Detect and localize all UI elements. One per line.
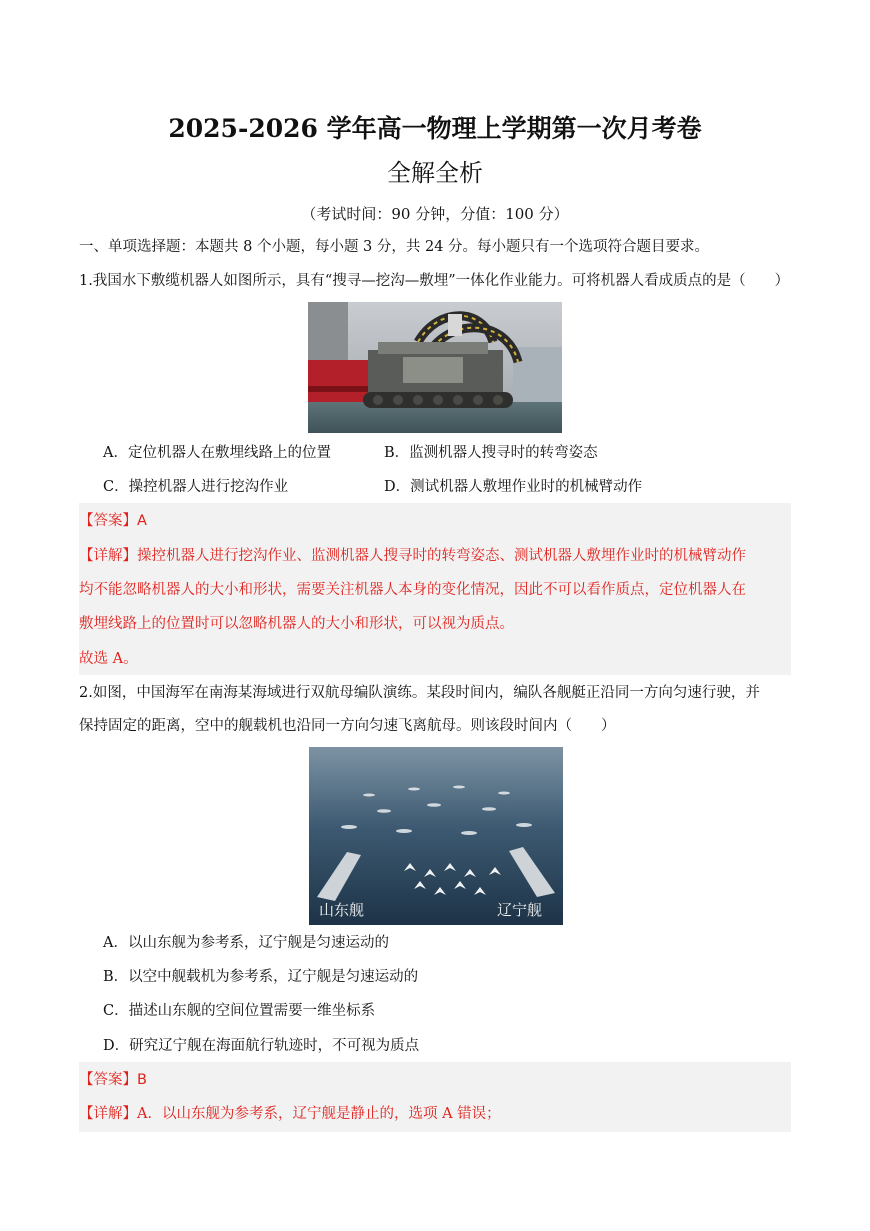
q1-option-d[interactable]: D．测试机器人敷埋作业时的机械臂动作 xyxy=(384,479,643,495)
q2-detail-text: A．以山东舰为参考系，辽宁舰是静止的，选项 A 错误； xyxy=(137,1106,501,1122)
q2-option-c[interactable]: C．描述山东舰的空间位置需要一维坐标系 xyxy=(103,1003,376,1019)
q1-option-c[interactable]: C．操控机器人进行挖沟作业 xyxy=(103,479,289,495)
page-title: 2025-2026 学年高一物理上学期第一次月考卷 xyxy=(168,114,702,143)
q1-robot-photo xyxy=(308,302,562,433)
q1-detail-label: 【详解】 xyxy=(79,548,137,564)
q1-option-b[interactable]: B．监测机器人搜寻时的转弯姿态 xyxy=(384,445,598,461)
q2-detail-label: 【详解】 xyxy=(79,1106,137,1122)
exam-meta: （考试时间：90 分钟，分值：100 分） xyxy=(301,205,569,223)
q2-caption-liaoning: 辽宁舰 xyxy=(497,901,543,919)
q1-detail-line-2: 均不能忽略机器人的大小和形状，需要关注机器人本身的变化情况，因此不可以看作质点，定位机器人在 xyxy=(79,582,746,598)
q2-fleet-photo xyxy=(309,747,563,925)
q1-answer: 【答案】A xyxy=(79,513,147,529)
q2-stem-line-1: 2.如图，中国海军在南海某海域进行双航母编队演练。某段时间内，编队各舰艇正沿同一方向匀速行驶，并 xyxy=(79,685,760,701)
page-subtitle: 全解全析 xyxy=(387,159,483,187)
q1-detail-text-1: 操控机器人进行挖沟作业、监测机器人搜寻时的转弯姿态、测试机器人敷埋作业时的机械臂动作 xyxy=(137,548,746,564)
section-heading: 一、单项选择题：本题共 8 个小题，每小题 3 分，共 24 分。每小题只有一个选项符合题目要求。 xyxy=(79,239,710,255)
q1-detail-line-1 xyxy=(79,546,746,566)
q1-option-a[interactable]: A．定位机器人在敷埋线路上的位置 xyxy=(103,445,331,461)
q2-option-a[interactable]: A．以山东舰为参考系，辽宁舰是匀速运动的 xyxy=(103,935,389,951)
q2-answer: 【答案】B xyxy=(79,1072,147,1088)
q2-option-b[interactable]: B．以空中舰载机为参考系，辽宁舰是匀速运动的 xyxy=(103,969,419,985)
q1-stem: 1.我国水下敷缆机器人如图所示，具有“搜寻—挖沟—敷埋”一体化作业能力。可将机器人看成质点的是（ ） xyxy=(79,273,790,289)
q1-detail-line-3: 敷埋线路上的位置时可以忽略机器人的大小和形状，可以视为质点。 xyxy=(79,616,514,632)
q1-choice: 故选 A。 xyxy=(79,651,138,667)
q2-stem-line-2: 保持固定的距离，空中的舰载机也沿同一方向匀速飞离航母。则该段时间内（ ） xyxy=(79,718,616,734)
q2-option-d[interactable]: D．研究辽宁舰在海面航行轨迹时，不可视为质点 xyxy=(103,1038,420,1054)
q2-detail-line xyxy=(79,1104,501,1124)
q2-caption-shandong: 山东舰 xyxy=(319,901,365,919)
